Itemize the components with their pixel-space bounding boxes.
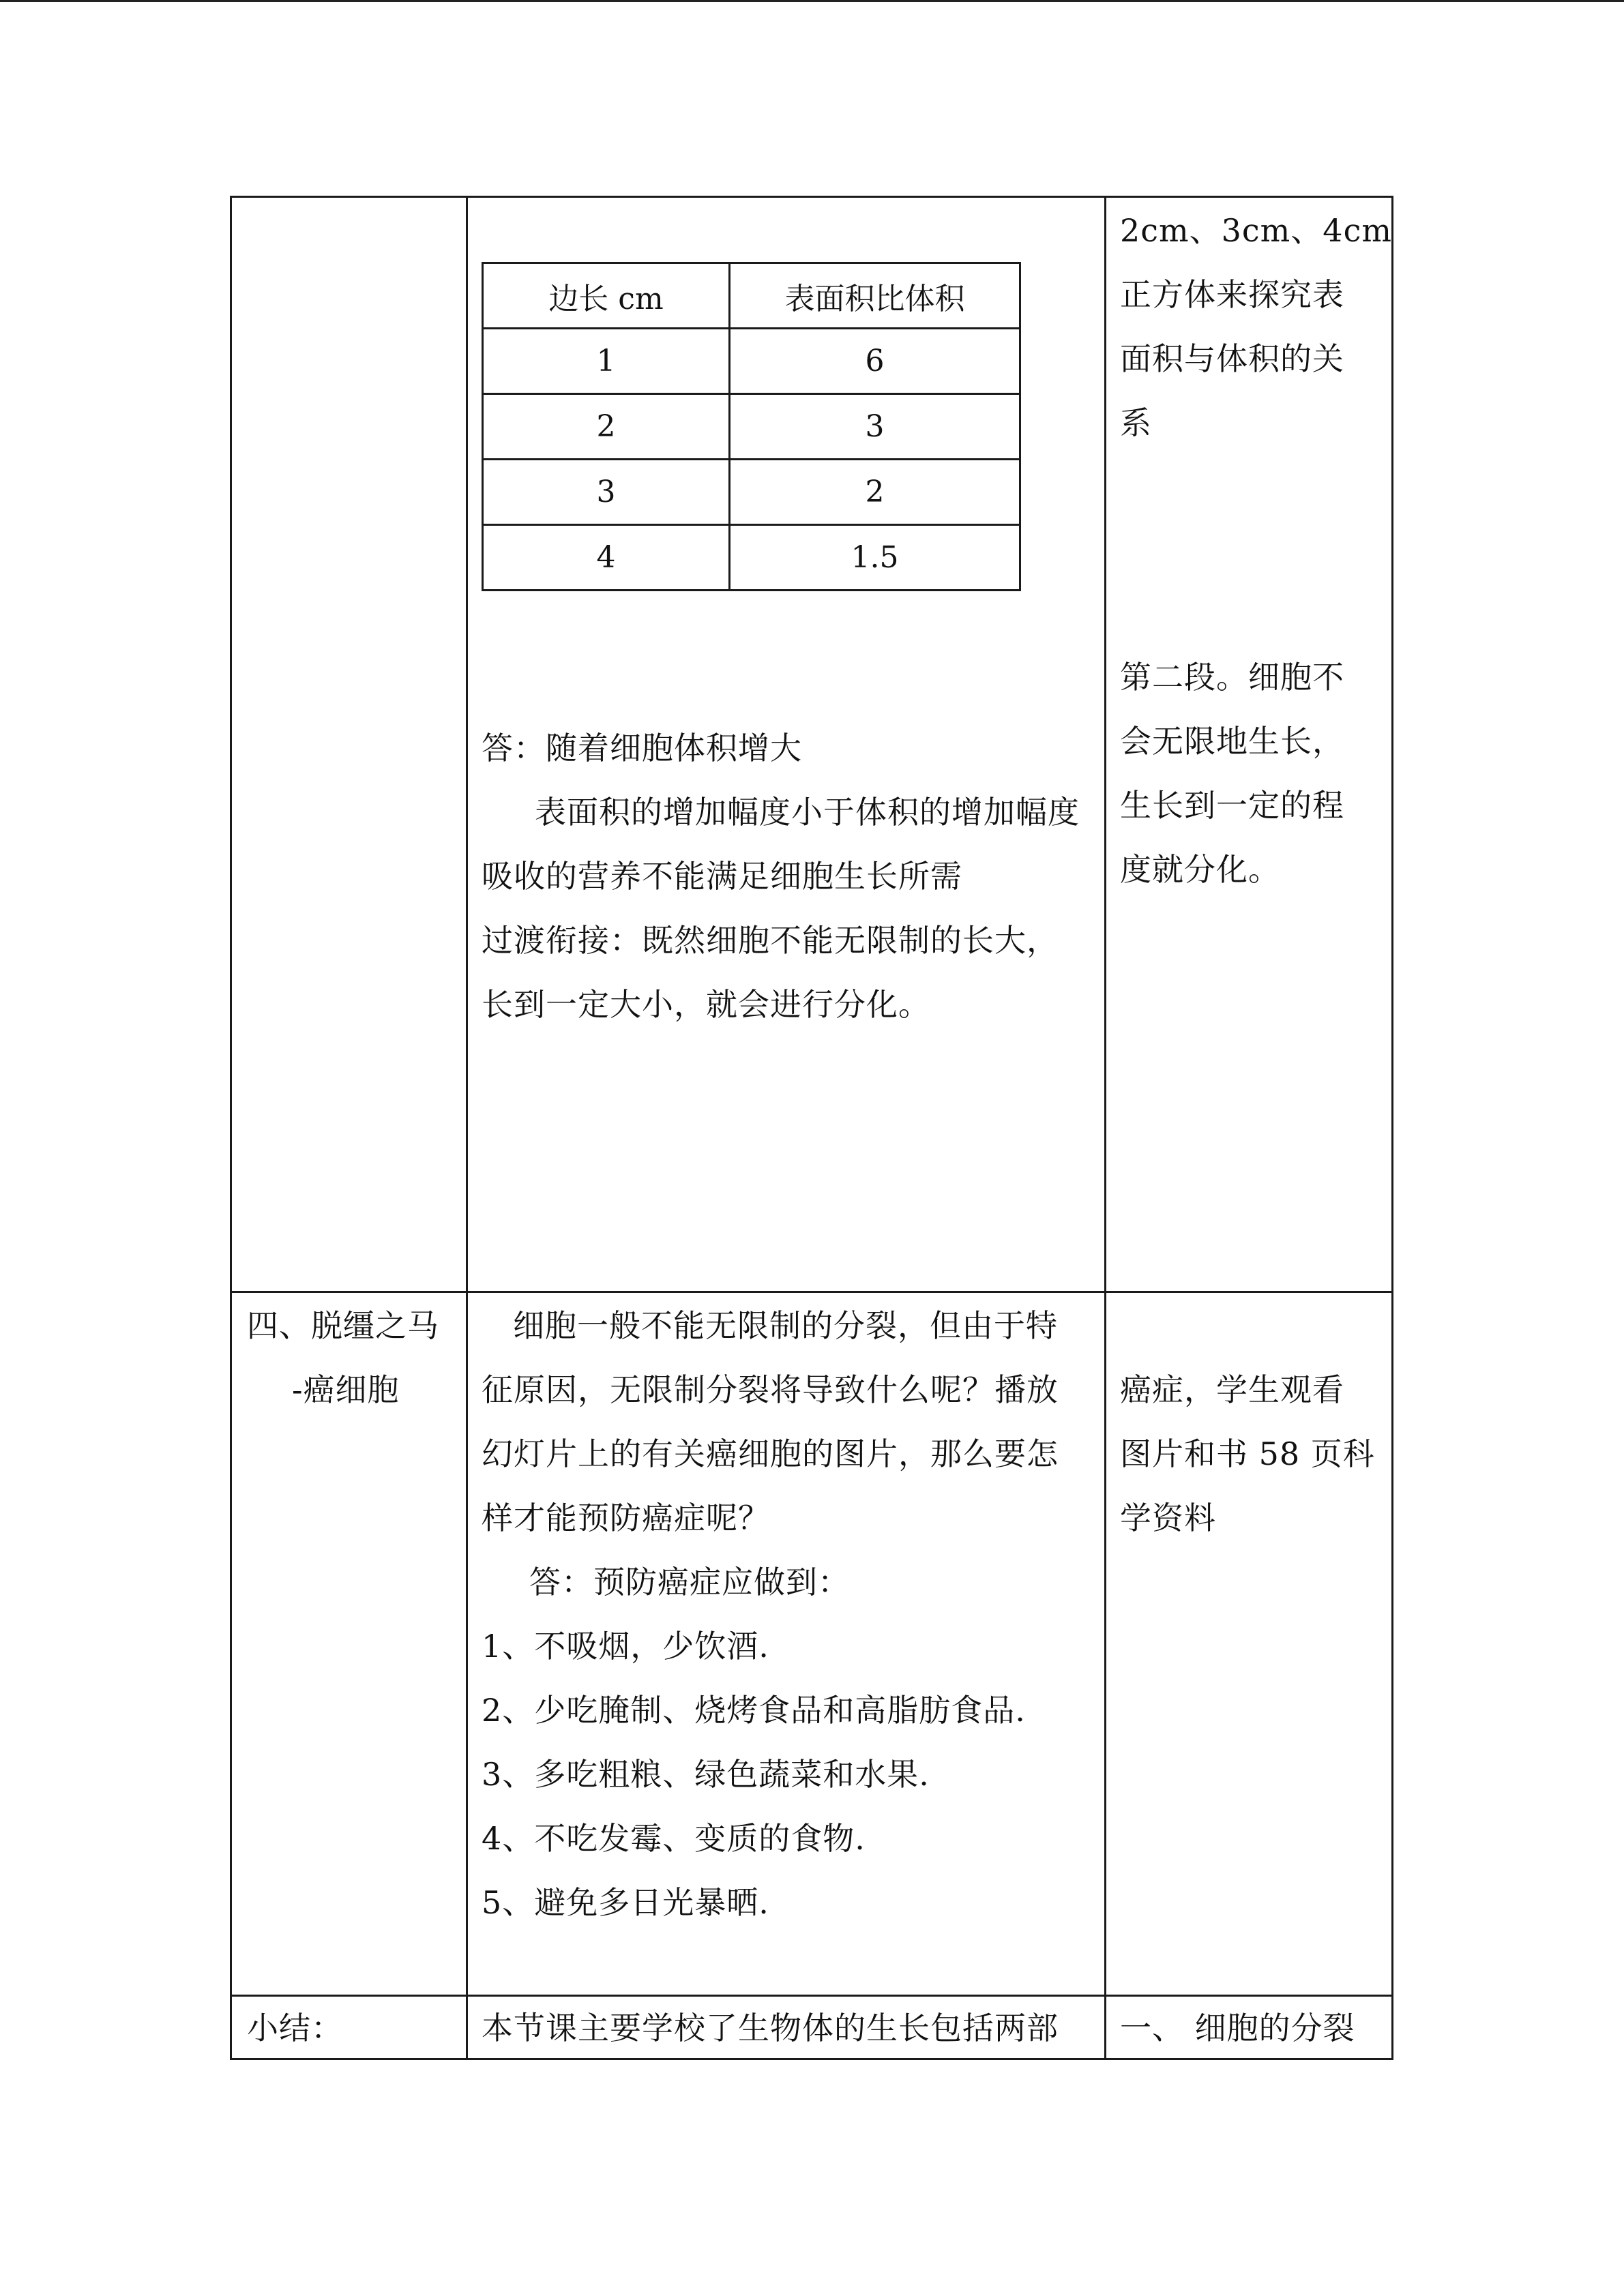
- transition-line: 长到一定大小，就会进行分化。: [482, 986, 930, 1023]
- prevention-item: 4、不吃发霉、变质的食物.: [482, 1820, 866, 1857]
- ratio-cell: 2: [730, 460, 1020, 525]
- edge-length-cell: 3: [483, 460, 730, 525]
- edge-length-cell: 1: [483, 329, 730, 394]
- body-line: 幻灯片上的有关癌细胞的图片，那么要怎: [482, 1435, 1059, 1472]
- edge-length-cell: 2: [483, 394, 730, 460]
- header-ratio: 表面积比体积: [730, 263, 1020, 329]
- table-header-row: [483, 263, 1020, 329]
- prevention-item: 1、不吸烟，少饮酒.: [482, 1628, 769, 1665]
- ratio-cell: 6: [730, 329, 1020, 394]
- edge-length-cell: 4: [483, 525, 730, 591]
- note-line: 图片和书 58 页科: [1120, 1435, 1375, 1472]
- row-divider-1: [230, 1291, 1393, 1293]
- note-line: 系: [1120, 404, 1152, 441]
- column-divider-2: [1104, 196, 1106, 2060]
- summary-text: 本节课主要学校了生物体的生长包括两部: [482, 2010, 1059, 2046]
- column-divider-1: [466, 196, 468, 2060]
- table-row: [483, 394, 1020, 460]
- table-row: [483, 460, 1020, 525]
- note-line: 癌症，学生观看: [1120, 1371, 1344, 1408]
- answer-line: 吸收的营养不能满足细胞生长所需: [482, 858, 962, 895]
- summary-label: 小结：: [247, 2010, 343, 2046]
- surface-volume-ratio-table: [482, 262, 1021, 591]
- summary-note: 一、 细胞的分裂: [1120, 2010, 1355, 2046]
- page-top-rule: [0, 0, 1624, 2]
- table-row: [483, 329, 1020, 394]
- ratio-cell: 3: [730, 394, 1020, 460]
- ratio-cell: 1.5: [730, 525, 1020, 591]
- note-line: 度就分化。: [1120, 851, 1280, 888]
- answer-line: 表面积的增加幅度小于体积的增加幅度: [535, 794, 1080, 831]
- section-subtitle: -癌细胞: [292, 1371, 400, 1408]
- note-line: 学资料: [1120, 1500, 1216, 1536]
- prevention-item: 5、避免多日光暴晒.: [482, 1884, 769, 1921]
- prevention-item: 2、少吃腌制、烧烤食品和高脂肪食品.: [482, 1692, 1026, 1729]
- note-line: 会无限地生长，: [1120, 723, 1344, 760]
- body-line: 样才能预防癌症呢？: [482, 1500, 770, 1536]
- note-line: 生长到一定的程: [1120, 787, 1344, 824]
- note-line: 正方体来探究表: [1120, 276, 1344, 313]
- transition-line: 过渡衔接：既然细胞不能无限制的长大，: [482, 922, 1059, 959]
- note-line: 第二段。细胞不: [1120, 659, 1344, 696]
- answer-line: 答：随着细胞体积增大: [482, 730, 802, 766]
- body-line: 细胞一般不能无限制的分裂，但由于特: [513, 1307, 1058, 1344]
- note-line: 面积与体积的关: [1120, 340, 1344, 377]
- header-edge-length: 边长 cm: [483, 263, 730, 329]
- body-line: 征原因，无限制分裂将导致什么呢？播放: [482, 1371, 1059, 1408]
- table-row: [483, 525, 1020, 591]
- answer-intro: 答：预防癌症应做到：: [529, 1564, 850, 1600]
- section-title: 四、脱缰之马: [247, 1307, 439, 1344]
- note-line: 2cm、3cm、4cm: [1120, 212, 1392, 249]
- prevention-item: 3、多吃粗粮、绿色蔬菜和水果.: [482, 1756, 930, 1793]
